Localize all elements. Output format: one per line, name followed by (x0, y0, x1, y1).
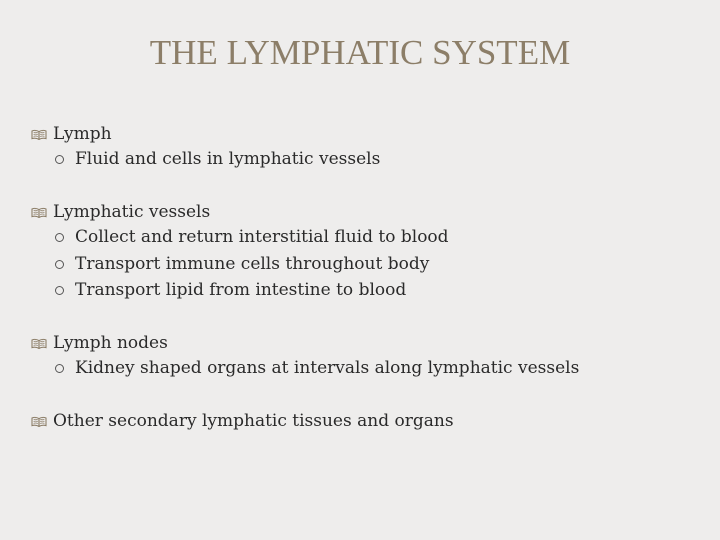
bullet-item (31, 122, 701, 146)
hollow-circle-icon (55, 233, 64, 242)
sub-bullet-label: Fluid and cells in lymphatic vessels (75, 149, 381, 169)
bullet-list (31, 122, 701, 433)
sub-bullet-label: Kidney shaped organs at intervals along lymphatic vessels (75, 358, 580, 378)
open-book-icon (31, 338, 47, 349)
bullet-label: Lymphatic vessels (53, 202, 211, 222)
sub-bullet-item (31, 277, 701, 304)
hollow-circle-icon (55, 260, 64, 269)
bullet-label: Lymph (53, 124, 112, 144)
bullet-group-other-tissues (31, 409, 701, 433)
bullet-group-lymphatic-vessels (31, 200, 701, 304)
bullet-label: Other secondary lymphatic tissues and organs (53, 411, 454, 431)
sub-bullet-item (31, 251, 701, 278)
sub-bullet-item (31, 355, 701, 382)
sub-bullet-label: Transport lipid from intestine to blood (75, 280, 407, 300)
open-book-icon (31, 129, 47, 140)
sub-bullet-label: Transport immune cells throughout body (75, 253, 430, 274)
hollow-circle-icon (55, 364, 64, 373)
bullet-item (31, 409, 701, 433)
open-book-icon (31, 416, 47, 427)
hollow-circle-icon (55, 155, 64, 164)
sub-bullet-item (31, 146, 701, 173)
slide-title: THE LYMPHATIC SYSTEM (149, 33, 571, 72)
bullet-item (31, 331, 701, 355)
bullet-item (31, 200, 701, 224)
sub-bullet-label: Collect and return interstitial fluid to blood (75, 227, 449, 247)
bullet-group-lymph (31, 122, 701, 173)
hollow-circle-icon (55, 286, 64, 295)
bullet-group-lymph-nodes (31, 331, 701, 382)
open-book-icon (31, 207, 47, 218)
bullet-label: Lymph nodes (53, 333, 168, 353)
sub-bullet-item (31, 224, 701, 251)
